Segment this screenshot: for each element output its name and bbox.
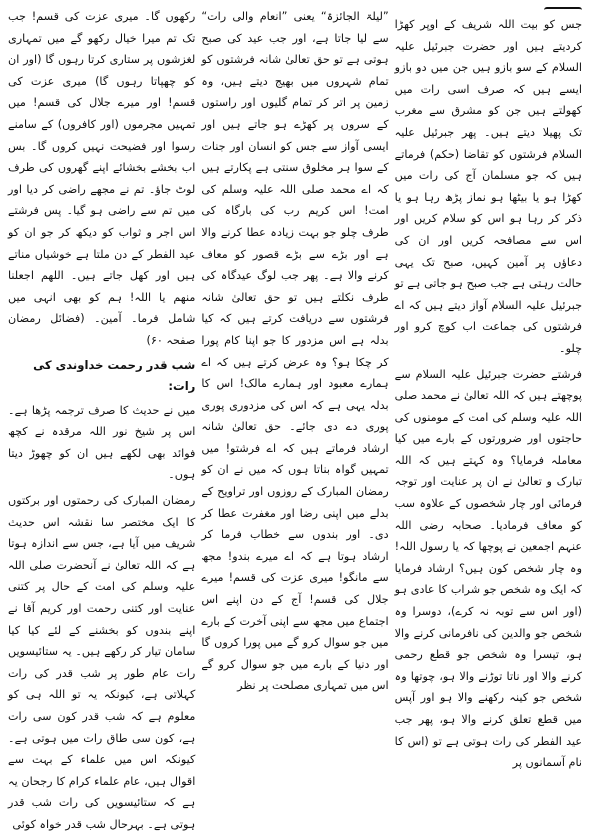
- text-column-left: [8, 6, 196, 831]
- paragraph: جس کو بیت اللہ شریف کے اوپر کھڑا کردیتے ہیں اور حضرت جبرئیل علیہ السلام کے سو بازو ہیں جن میں دو بازو ایسے ہیں کہ صرف اسی رات میں کھولتے ہیں جن کو مشرق سے مغرب تک پھیلا دیتے ہیں۔ پھر جبرئیل علیہ السلام فرشتوں کو تقاضا (حکم) فرماتے ہیں کہ جو مسلمان آج کی رات میں کھڑا ہو یا بیٹھا ہو نماز پڑھ رہا ہو یا ذکر کر رہا ہو اس کو سلام کریں اور اس سے مصافحہ کریں اور ان کی دعاؤں پر آمین کہیں، صبح تک یہی حالت رہتی ہے جب صبح ہو جاتی ہے تو جبرئیل علیہ السلام آواز دیتے ہیں کہ اے فرشتوں کی جماعت اب کوچ کرو اور چلو۔: [394, 18, 582, 355]
- text-column-right: [395, 6, 582, 775]
- text-column-middle: [201, 6, 388, 775]
- paragraph: فرشتے حضرت جبرئیل علیہ السلام سے پوچھتے ہیں کہ اللہ تعالیٰ نے محمد صلی اللہ علیہ وسلم کی امت کے مومنوں کی حاجتوں اور ضرورتوں کے بارے میں کیا معاملہ فرمایا؟ وہ کہتے ہیں کہ اللہ تبارک و تعالیٰ نے ان پر عنایت اور توجہ فرمائی اور چار شخصوں کے علاوہ سب کو معاف فرمادیا۔ صحابہ رضی اللہ عنہم اجمعین نے پوچھا کہ یا رسول اللہ! وہ چار شخص کون ہیں؟ ارشاد فرمایا کہ ایک وہ شخص جو شراب کا عادی ہو (اور اس سے توبہ نہ کرے)، دوسرا وہ شخص جو والدین کی نافرمانی کرنے والا ہو، تیسرا وہ شخص جو قطع رحمی کرنے والا اور ناتا توڑنے والا ہو، چوتھا وہ شخص جو کینہ رکھنے والا ہو اور آپس میں قطع تعلق کرنے والا ہو، پھر جب عید الفطر کی رات ہوتی ہے تو (اس کا نام آسمانوں پر: [394, 367, 582, 770]
- section-heading: شب قدر رحمت خداوندی کی رات:: [33, 357, 196, 394]
- paragraph: میں نے حدیث کا صرف ترجمہ پڑھا ہے۔ اس پر شیخ نور اللہ مرقدہ نے کچھ فوائد بھی لکھے ہیں ان کو چھوڑ دیتا ہوں۔: [8, 403, 196, 482]
- paragraph: رکھوں گا۔ میری عزت کی قسم! جب تک تم میرا خیال رکھو گے میں تمہاری لغزشوں پر ستاری کرتا رہوں گا (اور ان کو چھپاتا رہوں گا) میری عزت کی قسم! اور میرے جلال کی قسم! میں تمہیں مجرموں (اور کافروں) کے سامنے رسوا اور فضیحت نہیں کروں گا۔ بس اب بخشے بخشائے اپنے گھروں کی طرف لوٹ جاؤ۔ تم نے مجھے راضی کر دیا اور میں تم سے راضی ہو گیا۔ پس فرشتے اس اجر و ثواب کو دیکھ کر جو ان کو عید الفطر کے دن ملتا ہے خوشیاں مناتے ہیں اور کھل جاتے ہیں۔ اللھم اجعلنا منھم یا اللہ! ہم کو بھی انہی میں شامل فرما۔ آمین۔ (فضائل رمضان صفحہ ۶۰): [8, 10, 196, 347]
- paragraph: ”لیلۃ الجائزۃ“ یعنی ”انعام والی رات“ سے لیا جاتا ہے، اور جب عید کی صبح ہوتی ہے تو حق تعالیٰ شانہ فرشتوں کو تمام شہروں میں بھیج دیتے ہیں، وہ زمین پر اتر کر تمام گلیوں اور راستوں کے سروں پر کھڑے ہو جاتے ہیں اور ایسی آواز سے جس کو انسان اور جنات کے سوا ہر مخلوق سنتی ہے پکارتے ہیں کہ اے محمد صلی اللہ علیہ وسلم کی امت! اس کریم رب کی بارگاہ کی طرف چلو جو بہت زیادہ عطا کرنے والا ہے اور بڑے سے بڑے قصور کو معاف کرنے والا ہے۔ پھر جب لوگ عیدگاہ کی طرف نکلتے ہیں تو حق تعالیٰ شانہ فرشتوں سے دریافت کرتے ہیں کہ کیا بدلہ ہے اس مزدور کا جو اپنا کام پورا کر چکا ہو؟ وہ عرض کرتے ہیں کہ اے ہمارے معبود اور ہمارے مالک! اس کا بدلہ یہی ہے کہ اس کی مزدوری پوری پوری دے دی جائے۔ حق تعالیٰ شانہ ارشاد فرماتے ہیں کہ اے فرشتو! میں تمہیں گواہ بناتا ہوں کہ میں نے ان کو رمضان المبارک کے روزوں اور تراویح کے بدلے میں اپنی رضا اور مغفرت عطا کر دی۔ اور بندوں سے خطاب فرما کر ارشاد ہوتا ہے کہ اے میرے بندو! مجھ سے مانگو! میری عزت کی قسم! میرے جلال کی قسم! آج کے دن اپنے اس اجتماع میں مجھ سے اپنی آخرت کے بارے میں جو سوال کرو گے میں پورا کروں گا اور دنیا کے بارے میں جو سوال کرو گے اس میں تمہاری مصلحت پر نظر: [201, 10, 389, 693]
- page-ornament: [395, 6, 582, 14]
- paragraph: رمضان المبارک کی رحمتوں اور برکتوں کا ایک مختصر سا نقشہ اس حدیث شریف میں آیا ہے، جس سے اندازہ ہوتا ہے کہ اللہ تعالیٰ نے آنحضرت صلی اللہ علیہ وسلم کی امت کے حال پر کتنی عنایت اور کتنی رحمت اور کریم آقا نے اپنے بندوں کو بخشنے کے لئے کیا کیا سامان تیار کر رکھے ہیں۔ یہ ستائیسویں رات عام طور پر شب قدر کی رات کہلاتی ہے، کیونکہ یہ تو اللہ ہی کو معلوم ہے کہ شب قدر کون سی رات ہے، کون سی طاق رات میں ہوتی ہے۔ کیونکہ اس میں علماء کے بہت سے اقوال ہیں، عام علماء کرام کا رجحان یہ ہے کہ ستائیسویں کی رات شب قدر ہوتی ہے۔ بہرحال شب قدر خواہ کوئی: [8, 494, 196, 831]
